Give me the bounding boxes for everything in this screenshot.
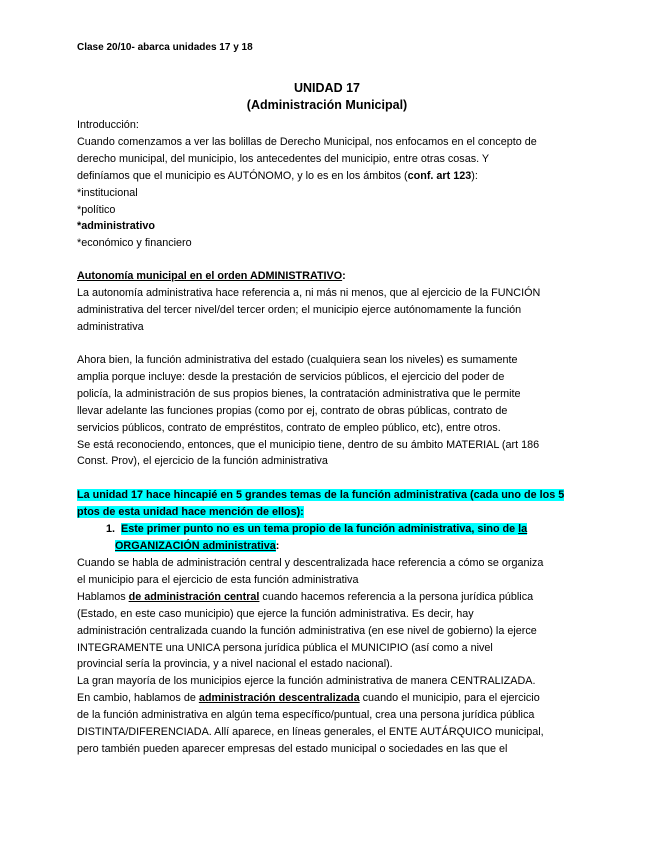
term-administracion-descentralizada: administración descentralizada [198,692,360,705]
paragraph-line: La autonomía administrativa hace referencia a, ni más ni menos, que al ejercicio de la FUNCIÓN [77,286,541,299]
paragraph-line: servicios públicos, contrato de empréstitos, contrato de empleo público, etc), entre otros. [77,421,501,434]
constitution-ref: conf. art 123 [407,169,472,182]
paragraph-line: En cambio, hablamos de administración descentralizada cuando el municipio, para el ejercicio [77,692,540,705]
paragraph-line: administración centralizada cuando la función administrativa (en ese nivel de gobierno) la ejerce [77,624,537,637]
paragraph-line: La gran mayoría de los municipios ejerce la función administrativa de manera CENTRALIZADA. [77,675,536,688]
paragraph-line: pero también pueden aparecer empresas del estado municipal o sociedades en las que el [77,742,508,755]
paragraph-line: Const. Prov), el ejercicio de la función administrativa [77,455,328,468]
intro-label: Introducción: [77,119,139,131]
section-autonomia [77,268,577,336]
intro-line: definíamos que el municipio es AUTÓNOMO, y lo es en los ámbitos (conf. art 123): [77,169,478,182]
paragraph-line: Se está reconociendo, entonces, que el municipio tiene, dentro de su ámbito MATERIAL (art 186 [77,438,540,451]
paragraph-line: llevar adelante las funciones propias (como por ej, contrato de obras públicas, contrato de [77,404,508,417]
highlighted-summary [77,487,587,521]
paragraph-line: (Estado, en este caso municipio) que ejerce la función administrativa. Es decir, hay [77,607,474,620]
class-header: Clase 20/10- abarca unidades 17 y 18 [77,42,253,53]
highlighted-line: La unidad 17 hace hincapié en 5 grandes temas de la función administrativa (cada uno de los 5 [77,489,565,501]
ambito-item: *político [77,203,116,216]
paragraph-line: Cuando se habla de administración central y descentralizada hace referencia a cómo se organiza [77,557,544,569]
section-heading: Autonomía municipal en el orden ADMINISTRATIVO: [77,270,346,282]
paragraph-line: provincial sería la provincia, y a nivel nacional el estado nacional). [77,658,393,671]
intro-line: derecho municipal, del municipio, los antecedentes del municipio, entre otras cosas. Y [77,152,490,165]
paragraph-line: policía, la administración de sus propios bienes, la contratación administrativa que le permite [77,387,521,400]
ambito-item: *económico y financiero [77,237,192,250]
ambito-item-highlighted: *administrativo [77,220,155,233]
intro-line: Cuando comenzamos a ver las bolillas de Derecho Municipal, nos enfocamos en el concepto de [77,135,537,148]
paragraph-line: Ahora bien, la función administrativa del estado (cualquiera sean los niveles) es sumamente [77,354,518,366]
paragraph-line: de la función administrativa en algún tema específico/puntual, crea una persona jurídica pública [77,709,535,722]
section-funcion-administrativa [77,352,577,470]
list-item-1: 1. Este primer punto no es un tema propio de la función administrativa, sino de la ORGANIZACIÓN administrativa: [77,521,577,555]
paragraph-line: INTEGRAMENTE una UNICA persona jurídica pública el MUNICIPIO (así como a nivel [77,641,493,654]
paragraph-line: Hablamos de administración central cuando hacemos referencia a la persona jurídica pública [77,590,534,603]
list-number: 1. [105,523,115,535]
term-administracion-central: de administración central [128,590,260,603]
ambito-item: *institucional [77,186,138,199]
paragraph-line: DISTINTA/DIFERENCIADA. Allí aparece, en líneas generales, el ENTE AUTÁRQUICO municipal, [77,726,544,739]
paragraph-line: administrativa [77,320,144,333]
section-organizacion [77,555,577,758]
paragraph-line: amplia porque incluye: desde la prestación de servicios públicos, el ejercicio del poder de [77,370,505,383]
paragraph-line: el municipio para el ejercicio de esta función administrativa [77,573,359,586]
unit-title: UNIDAD 17 [294,81,360,95]
highlighted-line: ptos de esta unidad hace mención de ellos): [77,505,304,518]
intro-section [77,117,577,252]
paragraph-line: administrativa del tercer nivel/del tercer orden; el municipio ejerce autónomamente la función [77,303,522,316]
unit-subtitle: (Administración Municipal) [246,98,408,112]
